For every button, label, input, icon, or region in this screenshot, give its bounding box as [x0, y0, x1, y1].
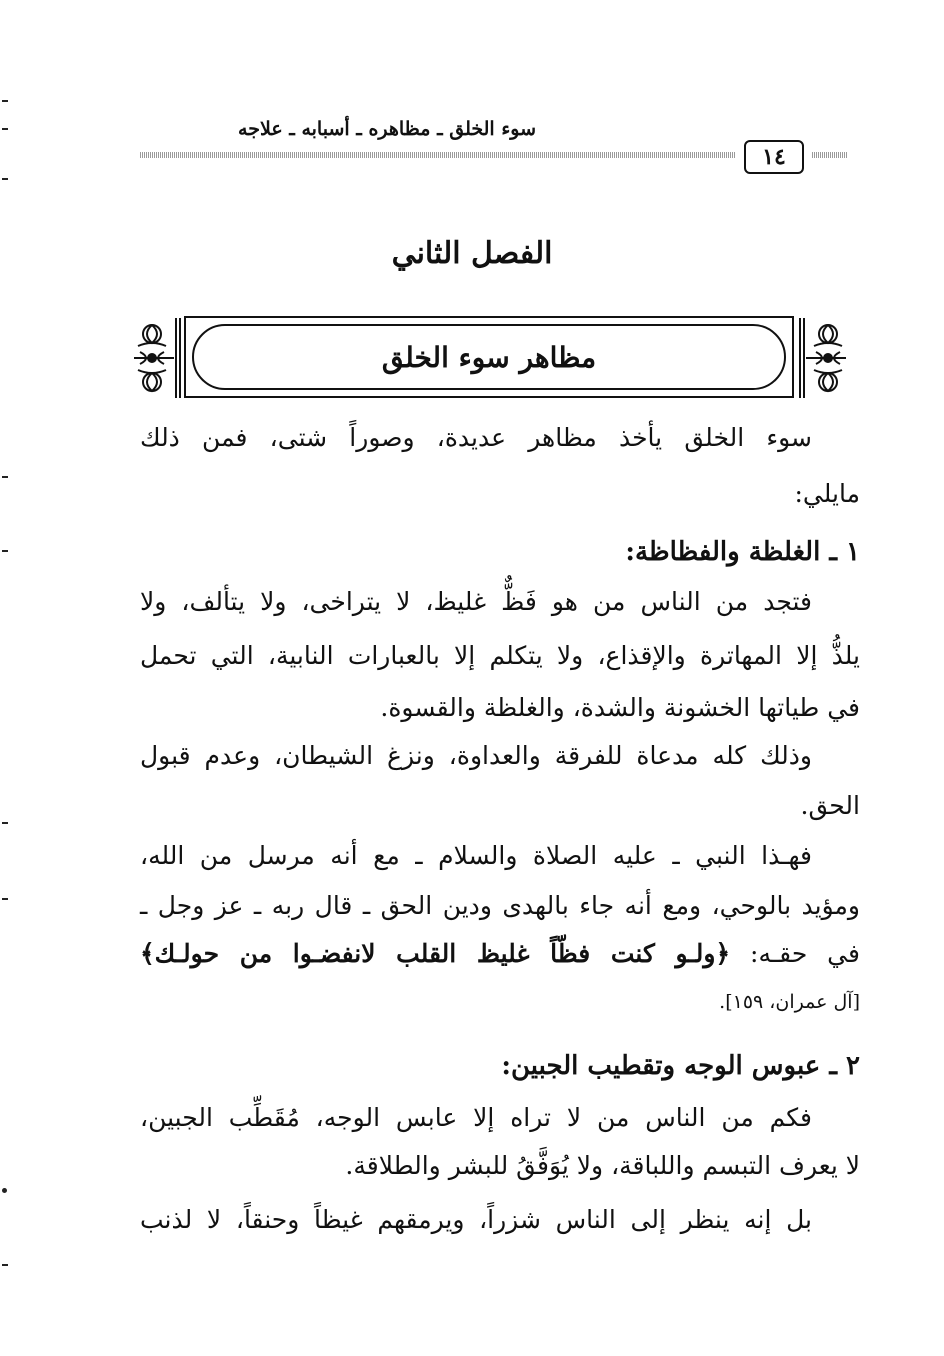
quran-quote: ﴿ولـو كنت فظّاً غليظ القلب لانفضـوا من حولـك﴾ [140, 939, 731, 968]
header-rule-short [812, 152, 848, 158]
margin-mark [2, 1264, 8, 1266]
ornament-left-icon [130, 316, 184, 400]
paragraph-3-line-1: فهـذا النبي ـ عليه الصلاة والسلام ـ مع أنه مرسل من الله، [140, 841, 812, 870]
chapter-title: الفصل الثاني [391, 236, 553, 271]
paragraph-4-line-1: فكم من الناس من لا تراه إلا عابس الوجه، مُقَطِّب الجبين، [140, 1103, 812, 1132]
section-title: مظاهر سوء الخلق [192, 324, 786, 390]
paragraph-4-line-2: لا يعرف التبسم واللباقة، ولا يُوَفَّقُ للبشر والطلاقة. [345, 1151, 860, 1180]
margin-mark [2, 128, 8, 130]
intro-line-2: مايلي: [794, 479, 860, 508]
running-header-title: سوء الخلق ـ مظاهره ـ أسبابه ـ علاجه [238, 118, 536, 140]
paragraph-2-line-1: وذلك كله مدعاة للفرقة والعداوة، ونزغ الشيطان، وعدم قبول [140, 741, 812, 770]
margin-mark [2, 100, 8, 102]
paragraph-3-line-3 [140, 934, 860, 974]
section-heading-1: ١ ـ الغلظة والفظاظة: [625, 537, 860, 567]
paragraph-1-line-3: في طياتها الخشونة والشدة، والغلظة والقسوة. [380, 693, 860, 722]
margin-mark [2, 178, 8, 180]
paragraph-1-line-1: فتجد من الناس من هو فَظٌّ غليظ، لا يتراخى، ولا يتألف، ولا [140, 587, 812, 616]
margin-mark [2, 476, 8, 478]
paragraph-5-line-1: بل إنه ينظر إلى الناس شزراً، ويرمقهم غيظاً وحنقاً، لا لذنب [140, 1205, 812, 1234]
quote-reference: [آل عمران، ١٥٩]. [719, 991, 860, 1013]
ornament-right-icon [796, 316, 850, 400]
paragraph-3-line-2: ومؤيد بالوحي، ومع أنه جاء بالهدى ودين الحق ـ قال ربه ـ عز وجل ـ [140, 891, 860, 920]
margin-mark [2, 1188, 7, 1193]
margin-mark [2, 550, 8, 552]
margin-mark [2, 898, 8, 900]
paragraph-3-prefix: في حقـه: [750, 939, 860, 968]
header-rule [140, 152, 736, 158]
page-number: ١٤ [744, 140, 804, 174]
quote-reference-line [140, 980, 860, 1022]
paragraph-1-line-2: يلذُّ إلا المهاترة والإقذاع، ولا يتكلم إلا بالعبارات النابية، التي تحمل [140, 641, 860, 670]
paragraph-2-line-2: الحق. [800, 791, 860, 820]
section-title-frame [184, 316, 794, 398]
intro-line-1: سوء الخلق يأخذ مظاهر عديدة، وصوراً شتى، فمن ذلك [140, 423, 812, 452]
section-heading-2: ٢ ـ عبوس الوجه وتقطيب الجبين: [501, 1051, 860, 1081]
margin-mark [2, 822, 8, 824]
